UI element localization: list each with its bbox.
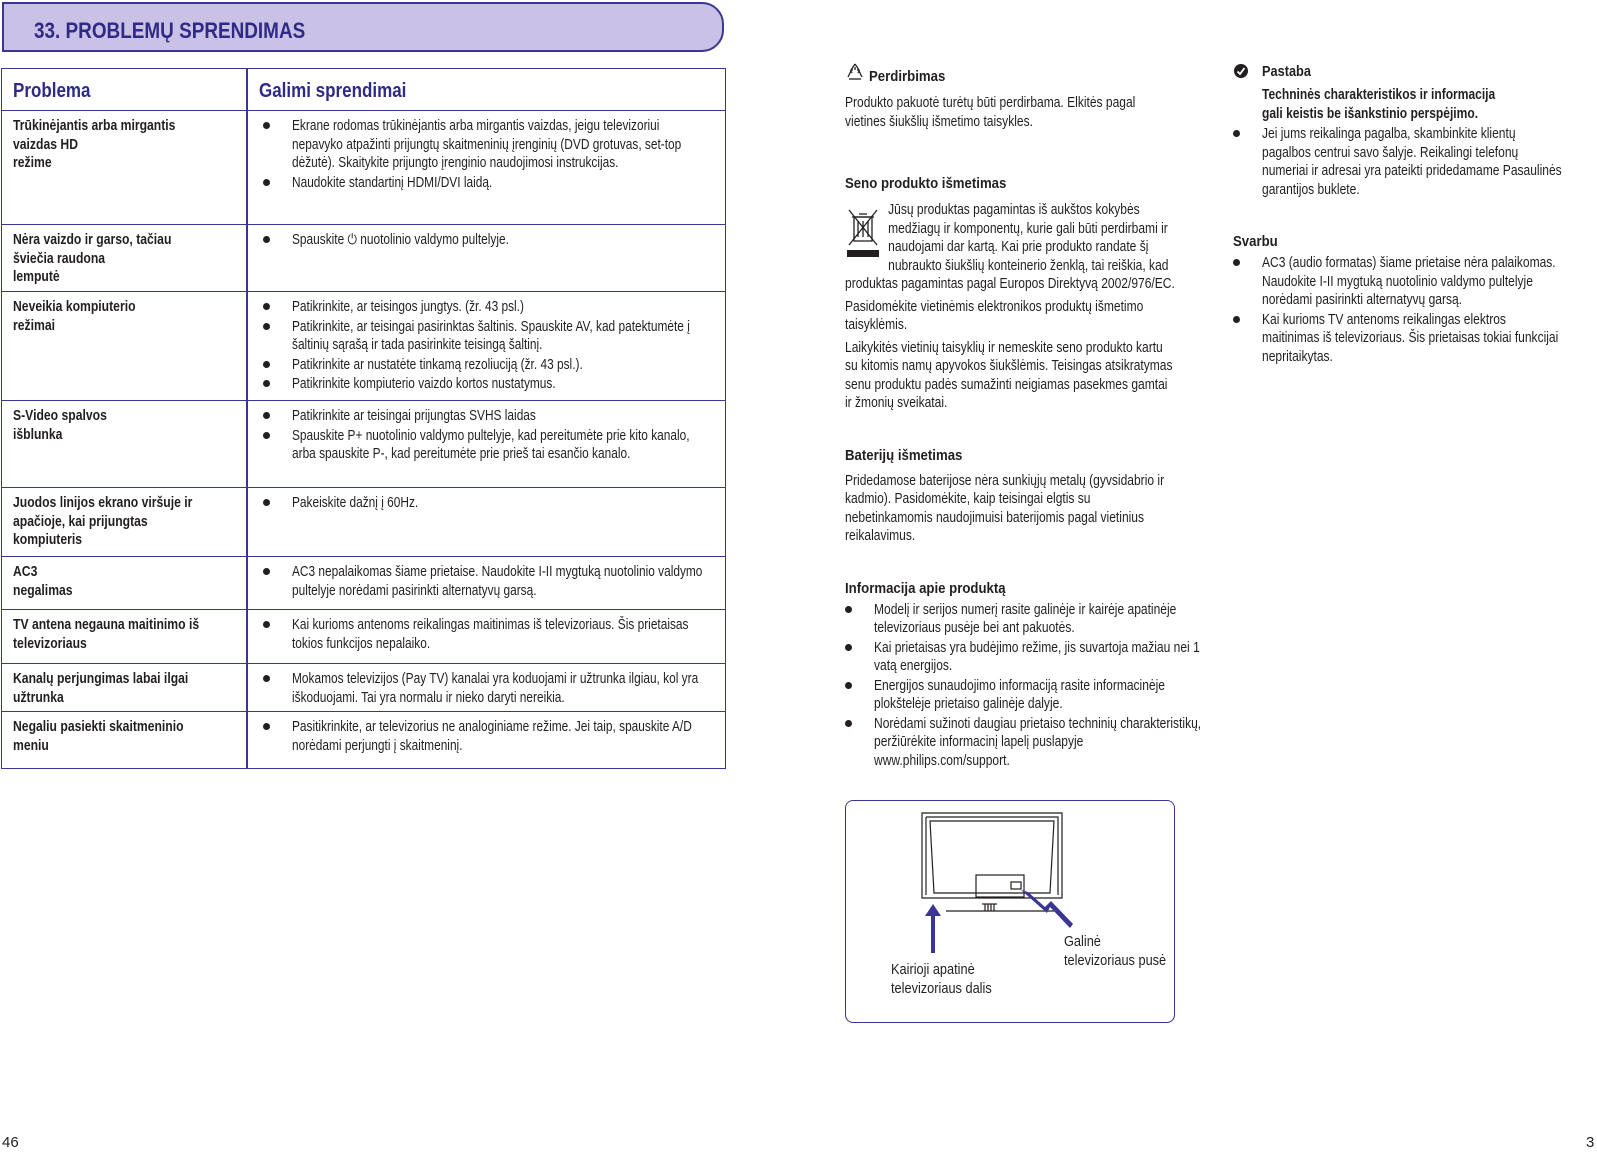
- note-list: [1233, 125, 1563, 199]
- battery-title: Baterijų išmetimas: [845, 446, 963, 464]
- page-number-left: 46: [2, 1134, 19, 1151]
- table-row: [2, 225, 725, 292]
- old-product-text-2: Pasidomėkite vietinėmis elektronikos produktų išmetimo taisyklėmis.: [845, 298, 1144, 333]
- old-product-text-1: Jūsų produktas pagamintas iš aukštos kokybės medžiagų ir komponentų, kurie gali būti perdirbami ir naudojami dar kartą. Kai prie produkto randate šį nubraukto šiukšlių konteinerio ženklą, tai reiškia, kad produktas pagamintas pagal Europos Direktyvą 2002/976/EC.: [845, 202, 1175, 292]
- solution-item: Patikrinkite, ar teisingos jungtys. (žr. 43 psl.): [248, 298, 797, 317]
- solution-item: AC3 nepalaikomas šiame prietaise. Naudokite I-II mygtuką nuotolinio valdymo pultelyje norėdami pasirinkti alternatyvų garsą.: [248, 563, 797, 600]
- diagram-label-left-line1: Kairioji apatinė: [891, 962, 975, 978]
- diagram-label-left-line2: televizoriaus dalis: [891, 980, 992, 997]
- solution-item: Pakeiskite dažnį į 60Hz.: [248, 494, 797, 513]
- table-row: [2, 610, 725, 664]
- solution-item: Spauskite P+ nuotolinio valdymo pultelyje, kad pereitumėte prie kito kanalo, arba spauskite P-, kad pereitumėte prie prieš tai esančio kanalo.: [248, 427, 797, 464]
- diagram-label-right-line1: Galinė: [1064, 934, 1101, 950]
- note-heading: [1233, 62, 1563, 84]
- problem-cell: Trūkinėjantis arba mirgantis vaizdas HD režime: [13, 118, 176, 171]
- table-row: [2, 712, 725, 768]
- column-header-solutions: Galimi sprendimai: [259, 80, 407, 102]
- list-item: Jei jums reikalinga pagalba, skambinkite klientų pagalbos centrui savo šalyje. Reikalingi telefonų numeriai ir adresai yra pateikti pridedamame Pasaulinės garantijos buklete.: [1233, 125, 1563, 199]
- battery-text: Pridedamose baterijose nėra sunkiųjų metalų (gyvsidabrio ir kadmio). Pasidomėkite, kaip teisingai elgtis su nebetinkamomis naudojimuisi baterijomis pagal vietinius reikalavimus.: [845, 472, 1165, 544]
- page-number-right: 3: [1586, 1134, 1595, 1151]
- problem-cell: Kanalų perjungimas labai ilgai užtrunka: [13, 671, 189, 706]
- old-product-text-3: Laikykitės vietinių taisyklių ir nemeskite seno produkto kartu su kitomis namų apyvokos šiukšlėmis. Teisingas atsikratymas senu produktu padės sumažinti neigiamas pasekmes gamtai ir žmonių sveikatai.: [845, 339, 1173, 411]
- list-item: Kai prietaisas yra budėjimo režime, jis suvartoja mažiau nei 1 vatą energijos.: [845, 639, 1210, 676]
- page-title: 33. PROBLEMŲ SPRENDIMAS: [34, 18, 306, 43]
- recycle-icon: [845, 62, 865, 82]
- problem-cell: S-Video spalvos išblunka: [13, 408, 107, 443]
- column-header-problem: Problema: [13, 80, 91, 102]
- solution-item: Mokamos televizijos (Pay TV) kanalai yra koduojami ir užtrunka ilgiau, kol yra iškoduojami. Tai yra normalu ir nieko daryti nereikia.: [248, 670, 797, 707]
- table-row: [2, 664, 725, 712]
- list-item: AC3 (audio formatas) šiame prietaise nėra palaikomas. Naudokite I-II mygtuką nuotolinio valdymo pultelyje norėdami pasirinkti alternatyvų garsą.: [1233, 254, 1563, 310]
- troubleshooting-table: [1, 68, 726, 769]
- solution-item: Pasitikrinkite, ar televizorius ne analoginiame režime. Jei taip, spauskite A/D norėdami perjungti į skaitmeninį.: [248, 718, 797, 755]
- solution-item: Patikrinkite ar teisingai prijungtas SVHS laidas: [248, 407, 797, 426]
- diagram-label-right-line2: televizoriaus pusė: [1064, 952, 1167, 969]
- table-row: [2, 292, 725, 401]
- table-header: [2, 69, 725, 111]
- important-title: Svarbu: [1233, 233, 1278, 250]
- solution-item: Kai kurioms antenoms reikalingas maitinimas iš televizoriaus. Šis prietaisas tokios funkcijos nepalaiko.: [248, 616, 797, 653]
- table-row: [2, 401, 725, 488]
- solution-item: Naudokite standartinį HDMI/DVI laidą.: [248, 174, 797, 193]
- list-item: Norėdami sužinoti daugiau prietaiso techninių charakteristikų, peržiūrėkite informacinį lapelį puslapyje www.philips.com/support.: [845, 715, 1210, 771]
- recycling-heading: [845, 62, 1180, 86]
- list-item: Kai kurioms TV antenoms reikalingas elektros maitinimas iš televizoriaus. Šis prietaisas tokiai funkcijai nepritaikytas.: [1233, 311, 1563, 367]
- problem-cell: TV antena negauna maitinimo iš televizoriaus: [13, 617, 200, 652]
- problem-cell: Neveikia kompiuterio režimai: [13, 299, 136, 334]
- problem-cell: AC3 negalimas: [13, 564, 73, 599]
- list-item: Modelį ir serijos numerį rasite galinėje ir kairėje apatinėje televizoriaus pusėje bei ant pakuotės.: [845, 601, 1210, 638]
- list-item: Energijos sunaudojimo informaciją rasite informacinėje plokštelėje prietaiso galinėje dalyje.: [845, 677, 1210, 714]
- problem-cell: Negaliu pasiekti skaitmeninio meniu: [13, 719, 184, 754]
- checkmark-icon: [1233, 63, 1249, 79]
- table-row: [2, 111, 725, 225]
- note-bold-text: Techninės charakteristikos ir informacija gali keistis be išankstinio perspėjimo.: [1262, 87, 1496, 122]
- middle-column: [845, 62, 1202, 771]
- important-list: [1233, 254, 1563, 366]
- solution-item: Ekrane rodomas trūkinėjantis arba mirgantis vaizdas, jeigu televizoriui nepavyko atpažinti prijungtų skaitmeninių įrenginių (DVD grotuvas, set-top dėžutė). Skaitykite prijungto įrenginio naudojimosi instrukcijas.: [248, 117, 797, 173]
- recycling-text: Produkto pakuotė turėtų būti perdirbama. Elkitės pagal vietines šiukšlių išmetimo taisykles.: [845, 95, 1136, 130]
- tv-label-diagram: [845, 800, 1175, 1023]
- product-info-title: Informacija apie produktą: [845, 579, 1006, 597]
- note-title: Pastaba: [1262, 64, 1311, 80]
- section-header: [2, 2, 724, 52]
- solution-item: Patikrinkite, ar teisingai pasirinktas šaltinis. Spauskite AV, kad patektumėte į šaltinių sąrašą ir tada pasirinkite teisingą šaltinį.: [248, 318, 797, 355]
- table-row: [2, 557, 725, 610]
- right-column: [1233, 62, 1563, 367]
- product-info-list: [845, 601, 1210, 771]
- solution-item: Patikrinkite ar nustatėte tinkamą rezoliuciją (žr. 43 psl.).: [248, 356, 797, 375]
- problem-cell: Juodos linijos ekrano viršuje ir apačioje, kai prijungtas kompiuteris: [13, 495, 193, 548]
- table-row: [2, 488, 725, 557]
- solution-item: Spauskite ⏻ nuotolinio valdymo pultelyje.: [248, 231, 797, 250]
- problem-cell: Nėra vaizdo ir garso, tačiau šviečia raudona lemputė: [13, 232, 172, 285]
- solution-item: Patikrinkite kompiuterio vaizdo kortos nustatymus.: [248, 375, 797, 394]
- old-product-title: Seno produkto išmetimas: [845, 175, 1007, 192]
- recycling-title: Perdirbimas: [869, 68, 946, 85]
